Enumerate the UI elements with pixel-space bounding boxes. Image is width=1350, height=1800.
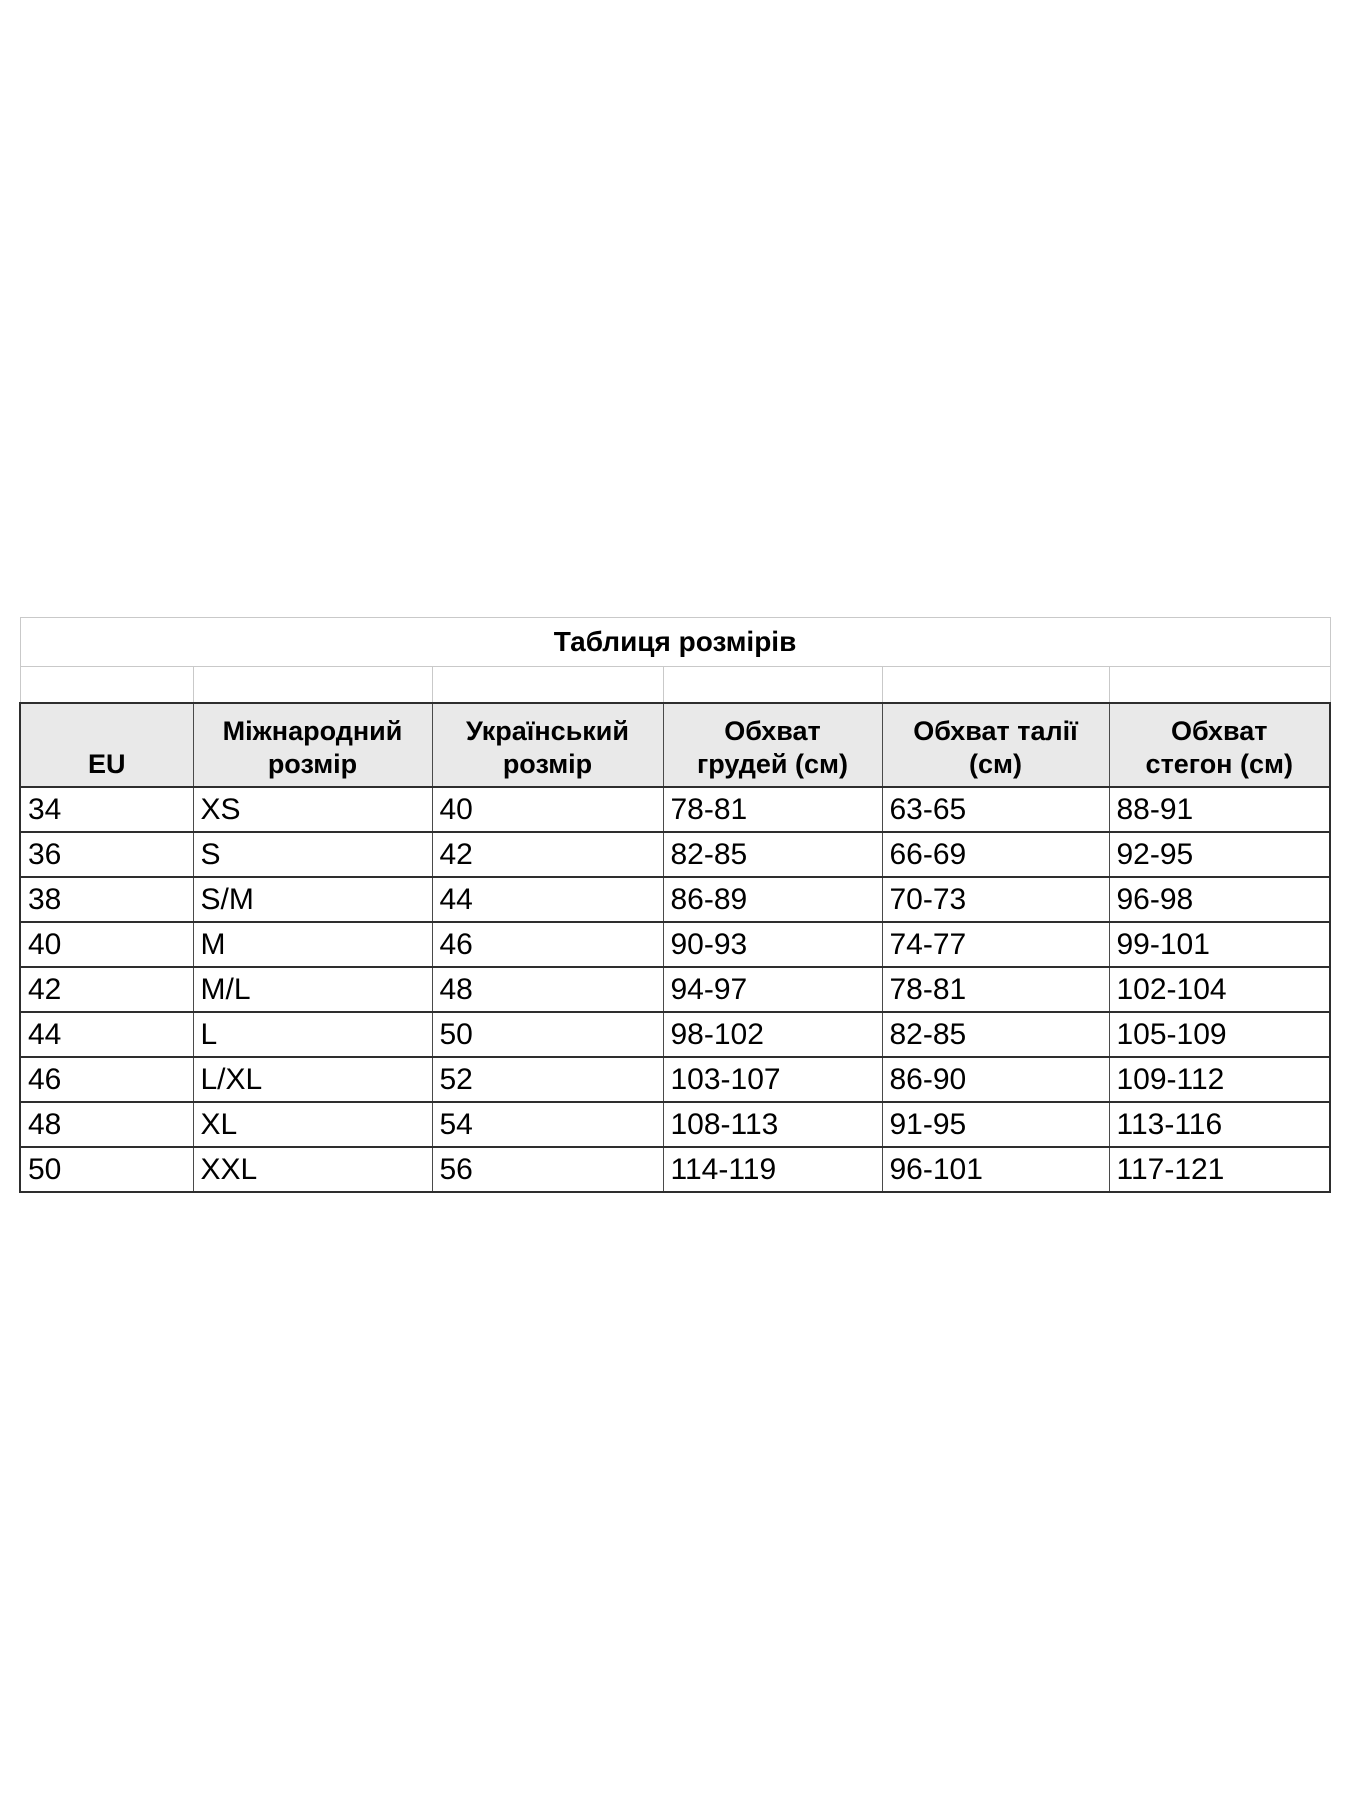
table-title-row (20, 618, 1330, 667)
size-table (19, 617, 1331, 1193)
table-cell: 78-81 (663, 787, 882, 832)
table-cell: 48 (432, 967, 663, 1012)
table-cell: L (193, 1012, 432, 1057)
table-row (20, 1102, 1330, 1147)
table-cell: 108-113 (663, 1102, 882, 1147)
table-cell: 86-89 (663, 877, 882, 922)
header-row (20, 703, 1330, 787)
table-cell: 50 (432, 1012, 663, 1057)
table-cell: S (193, 832, 432, 877)
table-cell: 102-104 (1109, 967, 1330, 1012)
table-row (20, 922, 1330, 967)
spacer-cell (1109, 667, 1330, 704)
table-cell: S/M (193, 877, 432, 922)
column-header-waist (882, 703, 1109, 787)
table-cell: 42 (432, 832, 663, 877)
table-row (20, 832, 1330, 877)
table-row (20, 1057, 1330, 1102)
table-cell: 92-95 (1109, 832, 1330, 877)
table-row (20, 1012, 1330, 1057)
table-cell: M (193, 922, 432, 967)
spacer-cell (432, 667, 663, 704)
table-cell: 46 (20, 1057, 193, 1102)
spacer-row (20, 667, 1330, 704)
table-cell: 48 (20, 1102, 193, 1147)
table-cell: 88-91 (1109, 787, 1330, 832)
column-header-hips (1109, 703, 1330, 787)
table-cell: 113-116 (1109, 1102, 1330, 1147)
table-cell: 34 (20, 787, 193, 832)
table-cell: 114-119 (663, 1147, 882, 1192)
table-title: Таблиця розмірів (20, 618, 1330, 667)
spacer-cell (193, 667, 432, 704)
table-cell: 36 (20, 832, 193, 877)
header-line: EU (87, 749, 126, 779)
table-cell: XXL (193, 1147, 432, 1192)
table-cell: 103-107 (663, 1057, 882, 1102)
spacer-cell (20, 667, 193, 704)
table-cell: 117-121 (1109, 1147, 1330, 1192)
table-cell: 86-90 (882, 1057, 1109, 1102)
table-cell: 82-85 (882, 1012, 1109, 1057)
column-header-ukrainian-size (432, 703, 663, 787)
table-cell: 70-73 (882, 877, 1109, 922)
table-cell: 46 (432, 922, 663, 967)
header-line: розмір (267, 749, 358, 779)
table-cell: 91-95 (882, 1102, 1109, 1147)
header-line: Обхват талії (913, 716, 1078, 746)
table-cell: 96-101 (882, 1147, 1109, 1192)
header-line: Міжнародний (222, 716, 403, 746)
table-cell: 52 (432, 1057, 663, 1102)
spacer-cell (882, 667, 1109, 704)
table-row (20, 787, 1330, 832)
table-cell: 78-81 (882, 967, 1109, 1012)
table-cell: 54 (432, 1102, 663, 1147)
table-cell: XS (193, 787, 432, 832)
header-line: стегон (см) (1145, 749, 1293, 779)
table-cell: XL (193, 1102, 432, 1147)
column-header-international-size (193, 703, 432, 787)
header-line: грудей (см) (697, 749, 848, 779)
table-cell: 82-85 (663, 832, 882, 877)
spacer-cell (663, 667, 882, 704)
table-cell: L/XL (193, 1057, 432, 1102)
header-line: Обхват (1171, 716, 1268, 746)
table-cell: 98-102 (663, 1012, 882, 1057)
header-line: Обхват (724, 716, 821, 746)
table-cell: 40 (20, 922, 193, 967)
table-cell: 56 (432, 1147, 663, 1192)
table-cell: 105-109 (1109, 1012, 1330, 1057)
table-cell: 99-101 (1109, 922, 1330, 967)
table-cell: 90-93 (663, 922, 882, 967)
header-line: Український (465, 716, 629, 746)
table-row (20, 877, 1330, 922)
table-cell: 44 (432, 877, 663, 922)
header-line: (см) (969, 749, 1022, 779)
column-header-chest (663, 703, 882, 787)
table-cell: 96-98 (1109, 877, 1330, 922)
table-row (20, 1147, 1330, 1192)
table-cell: 74-77 (882, 922, 1109, 967)
table-row (20, 967, 1330, 1012)
table-cell: 66-69 (882, 832, 1109, 877)
table-cell: 50 (20, 1147, 193, 1192)
header-line: розмір (502, 749, 593, 779)
table-cell: 109-112 (1109, 1057, 1330, 1102)
column-header-eu (20, 703, 193, 787)
table-cell: 38 (20, 877, 193, 922)
table-cell: 94-97 (663, 967, 882, 1012)
table-cell: 44 (20, 1012, 193, 1057)
table-cell: 63-65 (882, 787, 1109, 832)
table-cell: 40 (432, 787, 663, 832)
table-cell: M/L (193, 967, 432, 1012)
table-cell: 42 (20, 967, 193, 1012)
